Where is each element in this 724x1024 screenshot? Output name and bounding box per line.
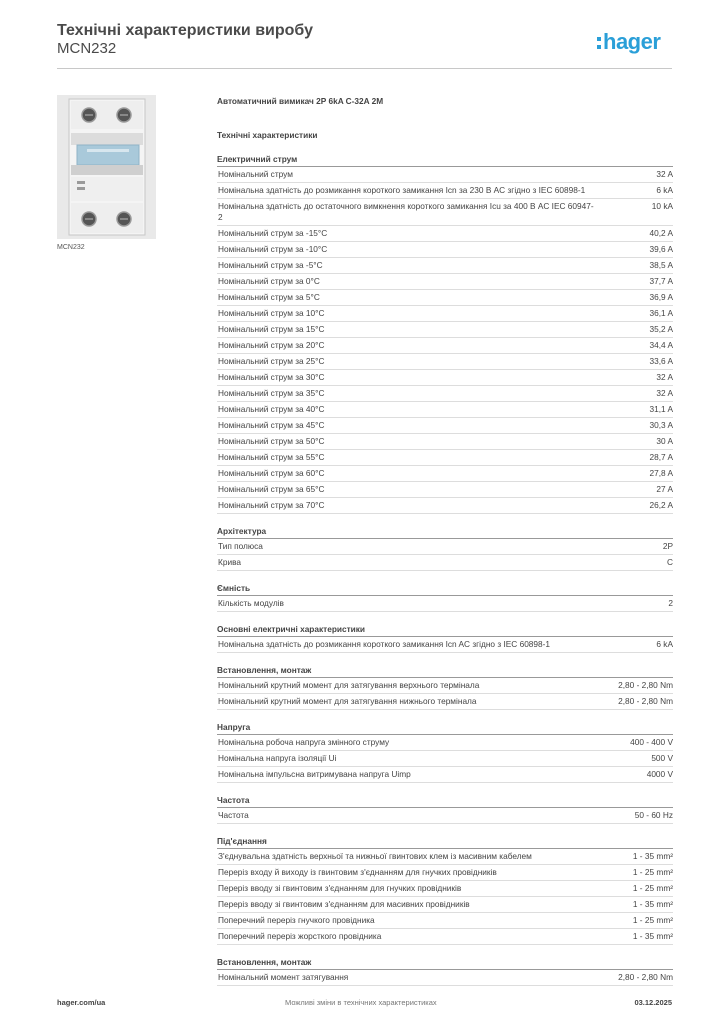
spec-label: Номінальний крутний момент для затягування верхнього термінала bbox=[218, 680, 480, 690]
footer-date: 03.12.2025 bbox=[634, 998, 672, 1007]
spec-label: Номінальна імпульсна витримувана напруга Uimp bbox=[218, 769, 411, 779]
product-image bbox=[57, 95, 156, 239]
spec-row bbox=[217, 290, 673, 306]
spec-panel bbox=[217, 96, 673, 986]
spec-value: 32 A bbox=[656, 169, 673, 179]
spec-label: Номінальний струм за 60°C bbox=[218, 468, 325, 478]
section-title: Частота bbox=[217, 795, 673, 808]
spec-label: Номінальний струм за 15°C bbox=[218, 324, 325, 334]
spec-label: Крива bbox=[218, 557, 242, 567]
spec-row bbox=[217, 322, 673, 338]
spec-value: 2 bbox=[668, 598, 673, 608]
spec-label: Номінальна здатність до розмикання короткого замикання Icn за 230 В AC згідно з IEC 60898-1 bbox=[218, 185, 586, 195]
spec-row bbox=[217, 450, 673, 466]
logo-dot-top bbox=[597, 37, 601, 41]
spec-label: Номінальний момент затягування bbox=[218, 972, 349, 982]
spec-row bbox=[217, 637, 673, 653]
spec-label: Номінальний струм за 5°C bbox=[218, 292, 320, 302]
hager-logo bbox=[596, 28, 676, 56]
spec-row bbox=[217, 306, 673, 322]
spec-row bbox=[217, 370, 673, 386]
spec-row bbox=[217, 402, 673, 418]
logo-text: hager bbox=[603, 29, 661, 54]
spec-row bbox=[217, 183, 673, 199]
spec-value: 400 - 400 V bbox=[630, 737, 673, 747]
spec-sections bbox=[217, 154, 673, 986]
spec-label: Переріз вводу зі гвинтовим з'єднанням для гнучких провідників bbox=[218, 883, 462, 893]
tech-heading: Технічні характеристики bbox=[217, 130, 318, 140]
spec-label: Номінальний струм за 55°C bbox=[218, 452, 325, 462]
spec-label: Тип полюса bbox=[218, 541, 263, 551]
spec-row bbox=[217, 466, 673, 482]
header-divider bbox=[57, 68, 672, 69]
spec-value: 32 A bbox=[656, 388, 673, 398]
spec-value: 500 V bbox=[651, 753, 673, 763]
spec-value: 34,4 A bbox=[649, 340, 673, 350]
spec-label: Кількість модулів bbox=[218, 598, 284, 608]
spec-value: 6 kA bbox=[656, 639, 673, 649]
spec-value: C bbox=[667, 557, 673, 567]
spec-label: Номінальний струм за 50°C bbox=[218, 436, 325, 446]
spec-row bbox=[217, 694, 673, 710]
spec-value: 1 - 25 mm² bbox=[632, 883, 673, 893]
product-code: MCN232 bbox=[57, 40, 117, 57]
spec-value: 50 - 60 Hz bbox=[634, 810, 673, 820]
spec-label: Переріз вводу зі гвинтовим з'єднанням для масивних провідників bbox=[218, 899, 470, 909]
spec-row bbox=[217, 539, 673, 555]
spec-label: Номінальна здатність до остаточного вимкнення короткого замикання Icu за 400 В AC IEC 60947-2 bbox=[218, 201, 594, 222]
section-title: Встановлення, монтаж bbox=[217, 957, 673, 970]
spec-row bbox=[217, 434, 673, 450]
spec-row bbox=[217, 881, 673, 897]
spec-value: 6 kA bbox=[656, 185, 673, 195]
spec-value: 30,3 A bbox=[649, 420, 673, 430]
spec-row bbox=[217, 913, 673, 929]
spec-row bbox=[217, 678, 673, 694]
spec-value: 40,2 A bbox=[649, 228, 673, 238]
spec-label: Номінальний струм за 30°C bbox=[218, 372, 325, 382]
spec-label: Номінальний крутний момент для затягування нижнього термінала bbox=[218, 696, 477, 706]
spec-value: 1 - 25 mm² bbox=[632, 915, 673, 925]
section-title: Основні електричні характеристики bbox=[217, 624, 673, 637]
spec-row bbox=[217, 482, 673, 498]
spec-label: Номінальний струм за 10°C bbox=[218, 308, 325, 318]
spec-value: 1 - 35 mm² bbox=[632, 931, 673, 941]
spec-value: 10 kA bbox=[651, 201, 673, 211]
spec-value: 37,7 A bbox=[649, 276, 673, 286]
spec-value: 36,1 A bbox=[649, 308, 673, 318]
spec-value: 39,6 A bbox=[649, 244, 673, 254]
spec-label: Номінальний струм за -15°C bbox=[218, 228, 328, 238]
spec-row bbox=[217, 226, 673, 242]
spec-label: Номінальний струм за 65°C bbox=[218, 484, 325, 494]
spec-row bbox=[217, 735, 673, 751]
spec-label: Частота bbox=[218, 810, 249, 820]
spec-row bbox=[217, 865, 673, 881]
spec-row bbox=[217, 354, 673, 370]
spec-row bbox=[217, 897, 673, 913]
spec-value: 27 A bbox=[656, 484, 673, 494]
logo-dot-bottom bbox=[597, 45, 601, 49]
spec-row bbox=[217, 386, 673, 402]
spec-row bbox=[217, 258, 673, 274]
spec-label: Номінальна робоча напруга змінного струму bbox=[218, 737, 390, 747]
section-title: Напруга bbox=[217, 722, 673, 735]
section-title: Електричний струм bbox=[217, 154, 673, 167]
spec-row bbox=[217, 418, 673, 434]
spec-label: Номінальний струм за 20°C bbox=[218, 340, 325, 350]
spec-value: 35,2 A bbox=[649, 324, 673, 334]
spec-row bbox=[217, 199, 673, 226]
page-title: Технічні характеристики виробу bbox=[57, 22, 313, 39]
spec-row bbox=[217, 970, 673, 986]
spec-label: Номінальний струм bbox=[218, 169, 293, 179]
spec-label: Поперечний переріз жорсткого провідника bbox=[218, 931, 382, 941]
spec-row bbox=[217, 338, 673, 354]
spec-label: Номінальний струм за 35°C bbox=[218, 388, 325, 398]
spec-row bbox=[217, 929, 673, 945]
spec-row bbox=[217, 242, 673, 258]
spec-label: Номінальний струм за -5°C bbox=[218, 260, 323, 270]
spec-value: 28,7 A bbox=[649, 452, 673, 462]
spec-value: 1 - 35 mm² bbox=[632, 851, 673, 861]
spec-value: 26,2 A bbox=[649, 500, 673, 510]
section-title: Архітектура bbox=[217, 526, 673, 539]
spec-value: 33,6 A bbox=[649, 356, 673, 366]
spec-value: 1 - 25 mm² bbox=[632, 867, 673, 877]
spec-row bbox=[217, 596, 673, 612]
footer-website[interactable]: hager.com/ua bbox=[57, 998, 106, 1007]
spec-value: 2,80 - 2,80 Nm bbox=[618, 680, 673, 690]
spec-row bbox=[217, 767, 673, 783]
spec-row bbox=[217, 849, 673, 865]
spec-value: 27,8 A bbox=[649, 468, 673, 478]
spec-label: Номінальний струм за 70°C bbox=[218, 500, 325, 510]
spec-value: 38,5 A bbox=[649, 260, 673, 270]
spec-value: 32 A bbox=[656, 372, 673, 382]
footer-note: Можливі зміни в технічних характеристиках bbox=[285, 998, 437, 1007]
spec-row bbox=[217, 751, 673, 767]
section-title: Під'єднання bbox=[217, 836, 673, 849]
spec-row bbox=[217, 167, 673, 183]
spec-value: 30 A bbox=[656, 436, 673, 446]
spec-value: 2,80 - 2,80 Nm bbox=[618, 696, 673, 706]
spec-label: Номінальна напруга ізоляції Ui bbox=[218, 753, 337, 763]
spec-label: Переріз входу й виходу із гвинтовим з'єднанням для гнучких провідників bbox=[218, 867, 497, 877]
spec-label: Номінальний струм за -10°C bbox=[218, 244, 328, 254]
spec-value: 2,80 - 2,80 Nm bbox=[618, 972, 673, 982]
image-caption: MCN232 bbox=[57, 244, 85, 251]
spec-value: 1 - 35 mm² bbox=[632, 899, 673, 909]
spec-label: З'єднувальна здатність верхньої та нижньої гвинтових клем із масивним кабелем bbox=[218, 851, 532, 861]
spec-value: 4000 V bbox=[646, 769, 673, 779]
spec-value: 2P bbox=[662, 541, 673, 551]
section-title: Ємність bbox=[217, 583, 673, 596]
spec-label: Поперечний переріз гнучкого провідника bbox=[218, 915, 375, 925]
spec-label: Номінальний струм за 45°C bbox=[218, 420, 325, 430]
section-title: Встановлення, монтаж bbox=[217, 665, 673, 678]
spec-row bbox=[217, 808, 673, 824]
spec-row bbox=[217, 498, 673, 514]
spec-row bbox=[217, 274, 673, 290]
spec-row bbox=[217, 555, 673, 571]
spec-value: 36,9 A bbox=[649, 292, 673, 302]
spec-label: Номінальний струм за 40°C bbox=[218, 404, 325, 414]
spec-value: 31,1 A bbox=[649, 404, 673, 414]
spec-label: Номінальна здатність до розмикання короткого замикання Icn AC згідно з IEC 60898-1 bbox=[218, 639, 551, 649]
spec-label: Номінальний струм за 0°C bbox=[218, 276, 320, 286]
product-name: Автоматичний вимикач 2P 6kA C-32A 2M bbox=[217, 96, 384, 106]
spec-label: Номінальний струм за 25°C bbox=[218, 356, 325, 366]
